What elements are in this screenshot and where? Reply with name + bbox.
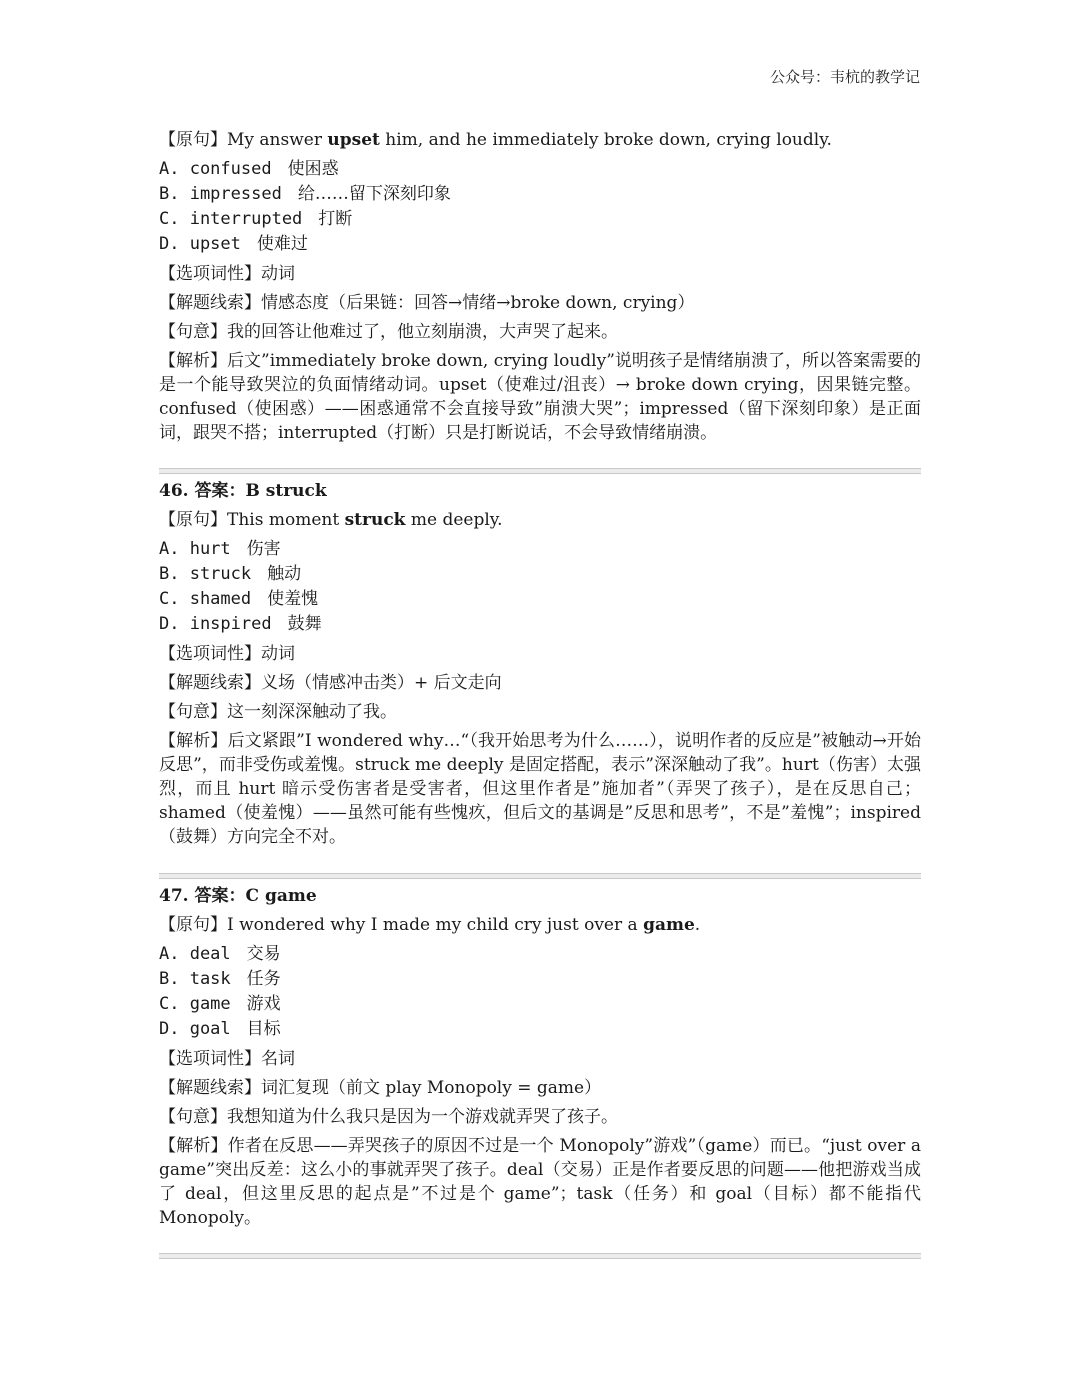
option-a: A. hurt 伤害 [159, 539, 281, 559]
option-b: B. struck 触动 [159, 564, 302, 584]
analysis: 【解析】后文紧跟”I wondered why…“（我开始思考为什么……），说明作者的反应是”被触动→开始反思”，而非受伤或羞愧。struck me deeply 是固定搭配，表示”深深触动了我”。hurt（伤害）太强烈，而且 hurt 暗示受伤害者是受害者，但这里作者是”施加者”（弄哭了孩子），是在反思自己；shamed（使羞愧）——虽然可能有些愧疚，但后文的基调是”反思和思考”，不是”羞愧”；inspired（鼓舞）方向完全不对。 [159, 731, 921, 847]
sentence-meaning: 【句意】我的回答让他难过了，他立刻崩溃，大声哭了起来。 [159, 322, 618, 342]
sentence-meaning: 【句意】我想知道为什么我只是因为一个游戏就弄哭了孩子。 [159, 1107, 618, 1127]
option-c: C. game 游戏 [159, 994, 281, 1014]
question-46 [159, 479, 921, 849]
section-divider [159, 873, 921, 879]
part-of-speech: 【选项词性】动词 [159, 644, 295, 664]
solving-clue: 【解题线索】义场（情感冲击类）+ 后文走向 [159, 673, 502, 693]
option-c: C. interrupted 打断 [159, 209, 353, 229]
option-a: A. confused 使困惑 [159, 159, 339, 179]
option-a: A. deal 交易 [159, 944, 281, 964]
option-b: B. task 任务 [159, 969, 281, 989]
sentence-meaning: 【句意】这一刻深深触动了我。 [159, 702, 397, 722]
section-divider [159, 468, 921, 474]
analysis: 【解析】后文”immediately broke down, crying loudly”说明孩子是情绪崩溃了，所以答案需要的是一个能导致哭泣的负面情绪动词。upset（使难过/沮丧）→ broke down crying，因果链完整。confused（使困惑）——困惑通常不会直接导致”崩溃大哭”；impressed（留下深刻印象）是正面词，跟哭不搭；interrupted（打断）只是打断说话，不会导致情绪崩溃。 [159, 351, 921, 443]
question-45 [159, 128, 921, 445]
option-d: D. inspired 鼓舞 [159, 614, 322, 634]
part-of-speech: 【选项词性】动词 [159, 264, 295, 284]
page-header: 公众号：韦杭的教学记 [769, 68, 920, 86]
question-47 [159, 884, 921, 1230]
section-divider [159, 1253, 921, 1259]
option-d: D. upset 使难过 [159, 234, 308, 254]
analysis: 【解析】作者在反思——弄哭孩子的原因不过是一个 Monopoly”游戏”（game）而已。“just over a game”突出反差：这么小的事就弄哭了孩子。deal（交易）正是作者要反思的问题——他把游戏当成了 deal，但这里反思的起点是”不过是个 game”；task（任务）和 goal（目标）都不能指代 Monopoly。 [159, 1136, 921, 1228]
solving-clue: 【解题线索】情感态度（后果链：回答→情绪→broke down, crying） [159, 293, 695, 313]
solving-clue: 【解题线索】词汇复现（前文 play Monopoly = game） [159, 1078, 602, 1098]
option-c: C. shamed 使羞愧 [159, 589, 319, 609]
answer-title: 47. 答案：C game [159, 886, 317, 906]
part-of-speech: 【选项词性】名词 [159, 1049, 295, 1069]
option-b: B. impressed 给……留下深刻印象 [159, 184, 451, 204]
answer-title: 46. 答案：B struck [159, 481, 327, 501]
original-sentence: 【原句】My answer upset him, and he immediately broke down, crying loudly. [159, 130, 832, 150]
option-d: D. goal 目标 [159, 1019, 281, 1039]
original-sentence: 【原句】This moment struck me deeply. [159, 510, 503, 530]
original-sentence: 【原句】I wondered why I made my child cry just over a game. [159, 915, 701, 935]
